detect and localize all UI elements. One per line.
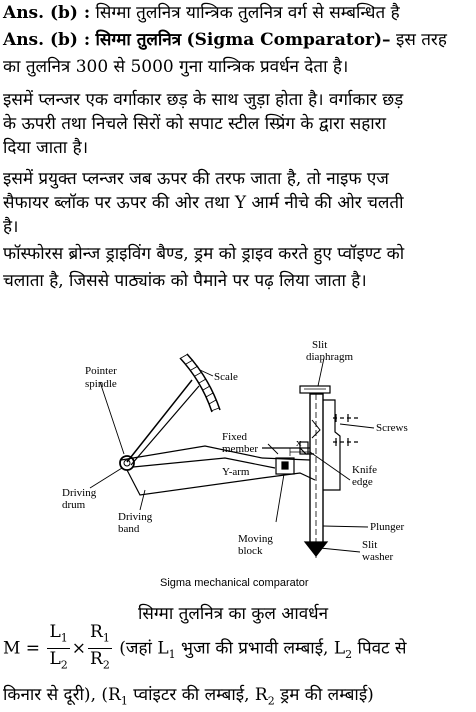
answer-label: Ans. (b) : bbox=[3, 3, 91, 23]
formula-line bbox=[3, 622, 407, 679]
label-pointer: Pointer bbox=[85, 365, 117, 377]
label-edge: edge bbox=[352, 476, 373, 488]
label-moving: Moving bbox=[238, 533, 273, 545]
label-driving-band-1: Driving bbox=[118, 511, 153, 523]
formula-line2-c: ड्रम की लम्बाई) bbox=[274, 685, 374, 705]
formula-times: × bbox=[71, 638, 87, 659]
para1-line: इसमें प्लन्जर एक वर्गाकार छड़ के साथ जुड़ा होता है। वर्गाकार छड़ bbox=[3, 90, 404, 110]
fraction-l bbox=[47, 622, 69, 676]
label-slit: Slit bbox=[312, 339, 328, 351]
formula-line2-b-sub: 2 bbox=[267, 694, 275, 708]
figure-caption: Sigma mechanical comparator bbox=[160, 577, 309, 589]
label-member: member bbox=[222, 443, 259, 455]
formula-line2-a: किनार से दूरी), (R bbox=[3, 685, 121, 705]
label-band: band bbox=[118, 523, 140, 535]
formula-note-1: (जहां L bbox=[119, 638, 169, 659]
formula-note-2-sub: 2 bbox=[345, 647, 353, 661]
formula-l1-sub: 1 bbox=[60, 631, 68, 645]
label-fixed: Fixed bbox=[222, 431, 248, 443]
formula-note-1-sub: 1 bbox=[168, 647, 176, 661]
para3-line: फॉस्फोरस ब्रोन्ज ड्राइविंग बैण्ड, ड्रम को ड्राइव करते हुए प्वॉइण्ट को bbox=[3, 244, 405, 264]
formula-r1-sub: 1 bbox=[102, 631, 110, 645]
formula-line2-b: प्वांइटर की लम्बाई, R bbox=[127, 685, 268, 705]
para2-line: है। bbox=[3, 217, 19, 237]
plunger bbox=[310, 394, 323, 544]
formula-r2-sub: 2 bbox=[102, 658, 110, 672]
label-slit-2: Slit bbox=[362, 539, 378, 551]
para1-line: के ऊपरी तथा निचले सिरों को सपाट स्टील स्प्रिंग के द्वारा सहारा bbox=[3, 114, 387, 134]
fraction-r bbox=[88, 622, 112, 676]
magnification-heading: सिग्मा तुलनित्र का कुल आवर्धन bbox=[138, 604, 329, 624]
slit-diaphragm bbox=[300, 386, 330, 393]
label-diaphragm: diaphragm bbox=[306, 351, 354, 363]
slit-washer bbox=[305, 542, 327, 556]
sigma-title: सिग्मा तुलनित्र bbox=[95, 30, 182, 50]
sigma-comparator-figure bbox=[0, 330, 476, 592]
answer-line-2 bbox=[3, 29, 447, 51]
label-yarm: Y-arm bbox=[222, 466, 250, 478]
formula-line2-a-sub: 1 bbox=[120, 694, 128, 708]
formula-note-2: भुजा की प्रभावी लम्बाई, L bbox=[175, 638, 346, 659]
formula-line-2 bbox=[3, 684, 374, 712]
scale-arc bbox=[180, 358, 212, 412]
label-screws: Screws bbox=[376, 422, 408, 434]
answer-line-1 bbox=[3, 2, 400, 24]
answer-text-2: इस तरह bbox=[395, 30, 447, 50]
formula-r1: R bbox=[90, 622, 103, 642]
answer-text: सिग्मा तुलनित्र यान्त्रिक तुलनित्र वर्ग से सम्बन्धित है bbox=[95, 3, 400, 23]
label-x: x bbox=[296, 437, 302, 449]
para2-line: सैफायर ब्लॉक पर ऊपर की ओर तथा Y आर्म नीचे की ओर चलती bbox=[3, 193, 404, 213]
label-plunger: Plunger bbox=[370, 521, 405, 533]
para2-line: इसमें प्रयुक्त प्लन्जर जब ऊपर की तरफ जाता है, तो नाइफ एज bbox=[3, 169, 389, 189]
formula-l2-sub: 2 bbox=[60, 658, 68, 672]
formula-r2: R bbox=[90, 649, 103, 670]
para1-line: दिया जाता है। bbox=[3, 138, 89, 158]
label-scale: Scale bbox=[214, 371, 238, 383]
label-block: block bbox=[238, 545, 263, 557]
para1-line: का तुलनित्र 300 से 5000 गुना यान्त्रिक प्रवर्धन देता है। bbox=[3, 57, 349, 77]
sigma-english: (Sigma Comparator)– bbox=[186, 30, 391, 50]
formula-l1: L bbox=[49, 622, 61, 642]
label-washer: washer bbox=[362, 551, 394, 563]
label-driving-drum-1: Driving bbox=[62, 487, 97, 499]
formula-note-3: पिवट से bbox=[352, 638, 407, 659]
label-drum: drum bbox=[62, 499, 86, 511]
answer-label-2: Ans. (b) : bbox=[3, 30, 91, 50]
formula-m: M = bbox=[3, 638, 41, 659]
para3-line: चलाता है, जिससे पाठ्यांक को पैमाने पर पढ़ लिया जाता है। bbox=[3, 271, 367, 291]
formula-l2: L bbox=[49, 649, 61, 670]
label-knife: Knife bbox=[352, 464, 378, 476]
label-spindle: spindle bbox=[85, 378, 117, 390]
